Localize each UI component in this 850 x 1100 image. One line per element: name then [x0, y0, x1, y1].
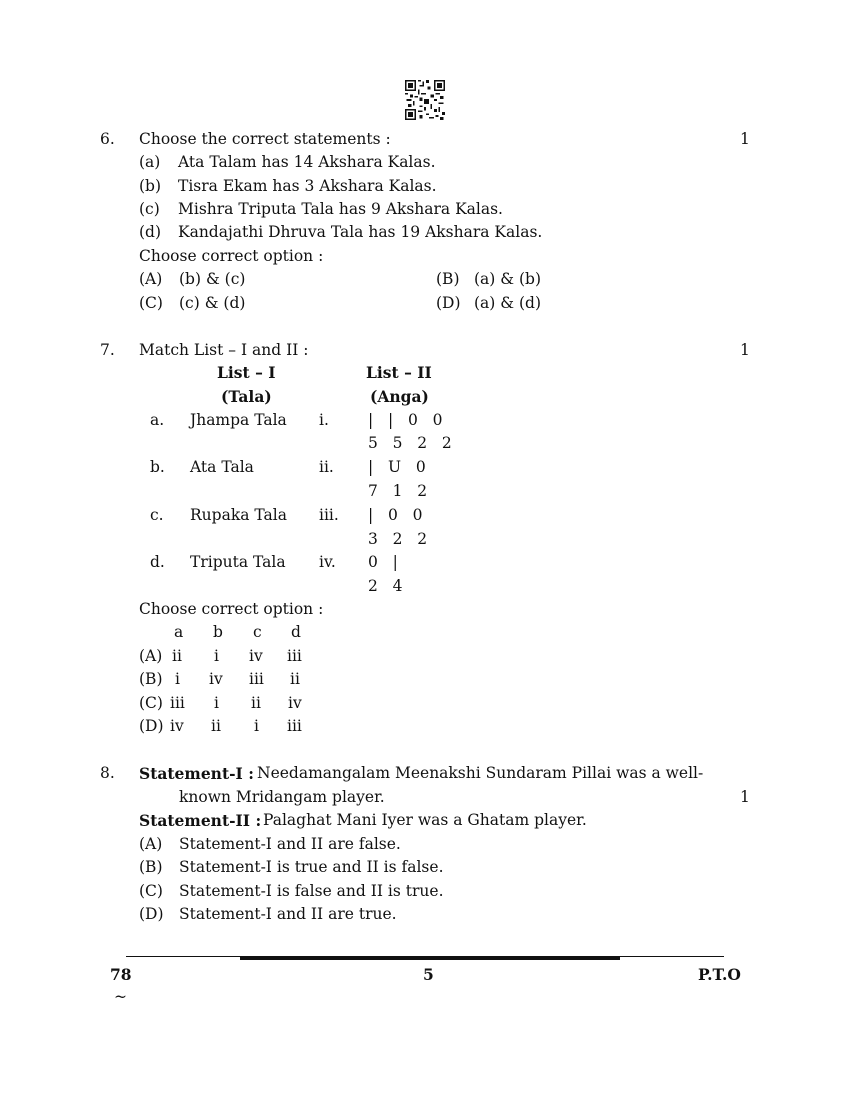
list2-subheader: (Anga): [370, 387, 429, 406]
option-value: iii: [170, 694, 185, 712]
paper-code: 78: [110, 965, 132, 984]
option-value: iv: [170, 717, 184, 735]
match-row-tala: Rupaka Tala: [190, 506, 287, 524]
option-text: (a) & (d): [474, 294, 542, 312]
option-value: iii: [287, 717, 302, 735]
pto-label: P.T.O: [698, 965, 741, 984]
anga-symbols: | 0 0: [368, 506, 423, 524]
match-row-tala: Jhampa Tala: [190, 411, 287, 429]
option-column-header: b: [213, 623, 223, 641]
match-row-letter: a.: [150, 411, 165, 429]
list1-subheader: (Tala): [221, 387, 272, 406]
statement-1-text: Needamangalam Meenakshi Sundaram Pillai was a well-: [257, 764, 704, 782]
option-value: i: [254, 717, 259, 735]
option-text: Statement-I is true and II is false.: [179, 858, 444, 876]
option-text: (b) & (c): [179, 270, 246, 288]
qr-code-icon: [405, 80, 445, 120]
list2-header: List – II: [366, 363, 432, 382]
page-number: 5: [423, 965, 434, 984]
statement-text: Kandajathi Dhruva Tala has 19 Akshara Kalas.: [178, 223, 543, 241]
footer-tilde: ~: [114, 988, 127, 1006]
list1-header: List – I: [217, 363, 276, 382]
statement-label: (d): [139, 223, 162, 241]
option-label: (A): [139, 270, 163, 288]
question-text: Choose the correct statements :: [139, 130, 391, 148]
option-value: ii: [251, 694, 261, 712]
statement-text: Tisra Ekam has 3 Akshara Kalas.: [178, 177, 437, 195]
option-label: (B): [139, 670, 163, 688]
match-row-roman: iv.: [319, 553, 336, 571]
statement-label: (a): [139, 153, 161, 171]
anga-symbols: | | 0 0: [368, 411, 443, 429]
option-label: (A): [139, 647, 163, 665]
match-row-letter: b.: [150, 458, 165, 476]
option-value: iv: [288, 694, 302, 712]
option-label: (D): [139, 905, 164, 923]
option-label: (C): [139, 882, 163, 900]
option-value: iii: [287, 647, 302, 665]
anga-counts: 5 5 2 2: [368, 434, 452, 452]
anga-symbols: 0 |: [368, 553, 398, 571]
option-label: (C): [139, 294, 163, 312]
match-row-tala: Triputa Tala: [190, 553, 286, 571]
anga-counts: 2 4: [368, 577, 403, 595]
anga-symbols: | U 0: [368, 458, 426, 476]
option-column-header: c: [253, 623, 262, 641]
match-row-tala: Ata Tala: [190, 458, 254, 476]
statement-1-label: Statement-I :: [139, 764, 254, 783]
option-value: ii: [290, 670, 300, 688]
option-text: (a) & (b): [474, 270, 542, 288]
question-text: Match List – I and II :: [139, 341, 309, 359]
question-marks: 1: [740, 130, 750, 148]
statement-2-text: Palaghat Mani Iyer was a Ghatam player.: [263, 811, 587, 829]
match-row-roman: i.: [319, 411, 329, 429]
statement-label: (b): [139, 177, 162, 195]
option-label: (D): [139, 717, 164, 735]
question-number: 8.: [100, 764, 115, 782]
question-number: 7.: [100, 341, 115, 359]
option-label: (D): [436, 294, 461, 312]
anga-counts: 3 2 2: [368, 530, 428, 548]
option-text: Statement-I is false and II is true.: [179, 882, 444, 900]
statement-text: Ata Talam has 14 Akshara Kalas.: [178, 153, 436, 171]
option-value: ii: [172, 647, 182, 665]
option-column-header: a: [174, 623, 184, 641]
option-value: ii: [211, 717, 221, 735]
option-value: i: [214, 647, 219, 665]
option-value: iv: [209, 670, 223, 688]
match-row-roman: iii.: [319, 506, 339, 524]
option-label: (A): [139, 835, 163, 853]
question-marks: 1: [740, 788, 750, 806]
option-text: (c) & (d): [179, 294, 246, 312]
option-label: (C): [139, 694, 163, 712]
option-value: iii: [249, 670, 264, 688]
option-text: Statement-I and II are true.: [179, 905, 397, 923]
statement-1-text-cont: known Mridangam player.: [179, 788, 385, 806]
match-row-letter: c.: [150, 506, 164, 524]
option-label: (B): [436, 270, 460, 288]
option-value: i: [175, 670, 180, 688]
option-label: (B): [139, 858, 163, 876]
option-text: Statement-I and II are false.: [179, 835, 401, 853]
option-value: iv: [249, 647, 263, 665]
statement-text: Mishra Triputa Tala has 9 Akshara Kalas.: [178, 200, 503, 218]
statement-label: (c): [139, 200, 160, 218]
option-prompt: Choose correct option :: [139, 247, 324, 265]
question-marks: 1: [740, 341, 750, 359]
option-prompt: Choose correct option :: [139, 600, 324, 618]
question-number: 6.: [100, 130, 115, 148]
option-column-header: d: [291, 623, 301, 641]
match-row-roman: ii.: [319, 458, 334, 476]
option-value: i: [214, 694, 219, 712]
anga-counts: 7 1 2: [368, 482, 428, 500]
footer-rule-thick: [240, 957, 620, 960]
statement-2-label: Statement-II :: [139, 811, 262, 830]
match-row-letter: d.: [150, 553, 165, 571]
